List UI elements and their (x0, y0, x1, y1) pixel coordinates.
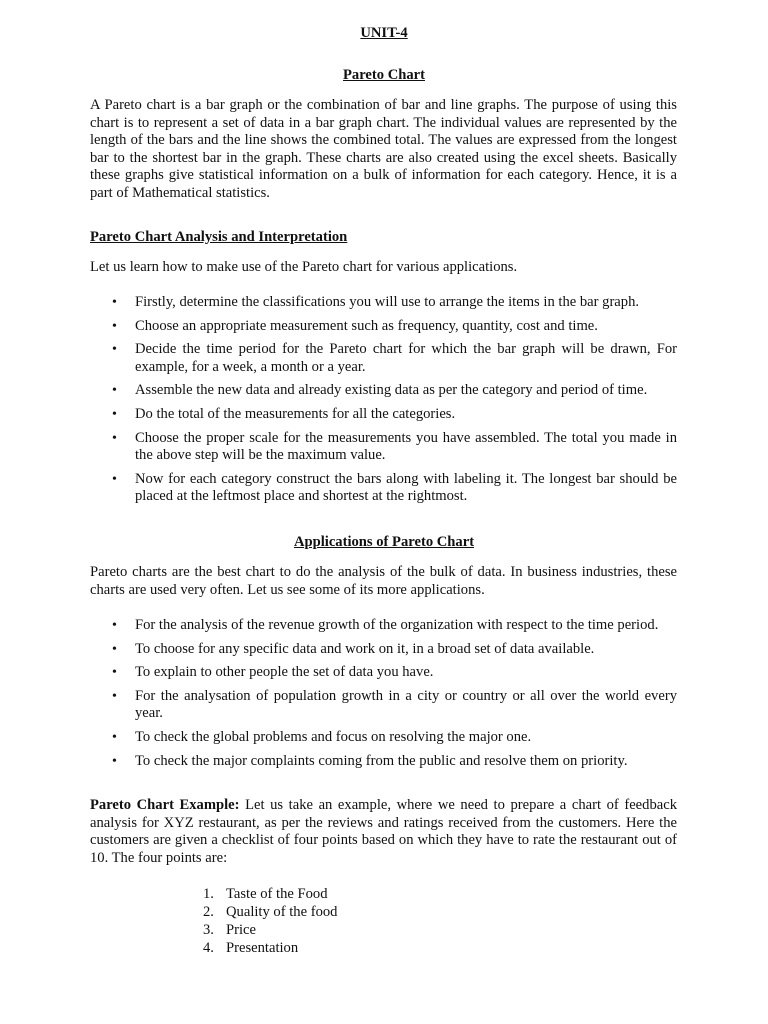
list-item (200, 903, 337, 921)
applications-list (90, 617, 677, 776)
list-item-text: Assemble the new data and already existing data as per the category and period of time. (135, 382, 648, 399)
list-item-text: Choose the proper scale for the measurements you have assembled. The total you made in the above step will be the maximum value. (135, 429, 677, 464)
list-item (90, 753, 677, 771)
list-item (90, 729, 677, 747)
list-item (90, 471, 677, 506)
list-item-text: To check the global problems and focus on resolving the major one. (135, 728, 532, 745)
list-item (90, 318, 677, 336)
intro-paragraph: A Pareto chart is a bar graph or the combination of bar and line graphs. The purpose of using this chart is to represent a set of data in a bar graph chart. The individual values are represented by the length of the bars and the line shows the combined total. The values are expressed from the longest bar to the shortest bar in the graph. These charts are also created using the excel sheets. Basically these graphs give statistical information on a bulk of information for each category. Hence, it is a part of Mathematical statistics. (90, 97, 677, 201)
bullet-icon: • (112, 342, 117, 358)
bullet-icon: • (112, 406, 117, 422)
list-number: 4. (203, 940, 214, 956)
list-item-text: For the analysis of the revenue growth of the organization with respect to the time period. (135, 617, 659, 633)
list-item-text: Do the total of the measurements for all the categories. (135, 405, 456, 422)
list-item (90, 641, 677, 659)
bullet-icon: • (112, 383, 117, 399)
list-item-text: Taste of the Food (226, 886, 328, 902)
list-item (90, 664, 677, 682)
list-number: 1. (203, 886, 214, 902)
list-item-text: Quality of the food (226, 904, 338, 920)
list-item (200, 921, 337, 939)
bullet-icon: • (112, 618, 117, 633)
bullet-icon: • (112, 641, 117, 657)
example-text: Let us take an example, where we need to prepare a chart of feedback analysis for XYZ restaurant, as per the reviews and ratings received from the customers. Here the customers are given a checklist of four points based on which they have to rate the restaurant out of 10. The four points are: (90, 797, 678, 866)
list-item (90, 406, 677, 424)
bullet-icon: • (112, 295, 117, 310)
list-item-text: To choose for any specific data and work on it, in a broad set of data available. (135, 640, 595, 657)
bullet-icon: • (112, 430, 117, 446)
list-item (90, 617, 677, 635)
list-item-text: For the analysation of population growth in a city or country or all over the world every year. (135, 687, 677, 722)
list-item-text: Now for each category construct the bars along with labeling it. The longest bar should be placed at the leftmost place and shortest at the rightmost. (135, 470, 677, 505)
analysis-lead: Let us learn how to make use of the Pareto chart for various applications. (90, 259, 518, 275)
bullet-icon: • (112, 753, 117, 769)
list-item-text: Price (226, 922, 256, 938)
example-paragraph (90, 797, 677, 867)
list-number: 2. (203, 904, 214, 920)
bullet-icon: • (112, 665, 117, 681)
list-item-text: Presentation (226, 940, 299, 956)
list-item-text: Choose an appropriate measurement such as frequency, quantity, cost and time. (135, 317, 598, 334)
bullet-icon: • (112, 729, 117, 745)
applications-lead: Pareto charts are the best chart to do the analysis of the bulk of data. In business industries, these charts are used very often. Let us see some of its more applications. (90, 564, 677, 598)
example-points-list (200, 885, 337, 957)
list-item (90, 382, 677, 400)
list-item-text: To explain to other people the set of data you have. (135, 664, 434, 681)
list-item (90, 430, 677, 465)
page-title: Pareto Chart (343, 67, 425, 83)
bullet-icon: • (112, 471, 117, 487)
bullet-icon: • (112, 318, 117, 334)
analysis-list (90, 294, 677, 512)
list-item (200, 939, 337, 957)
list-number: 3. (203, 922, 214, 938)
list-item-text: Firstly, determine the classifications you will use to arrange the items in the bar graph. (135, 294, 640, 310)
applications-heading: Applications of Pareto Chart (293, 534, 475, 550)
list-item (90, 688, 677, 723)
unit-heading: UNIT-4 (360, 25, 408, 41)
bullet-icon: • (112, 688, 117, 704)
list-item (90, 341, 677, 376)
list-item (90, 294, 677, 312)
analysis-heading: Pareto Chart Analysis and Interpretation (90, 229, 348, 245)
list-item-text: To check the major complaints coming from the public and resolve them on priority. (135, 752, 628, 769)
example-label: Pareto Chart Example: (90, 797, 240, 813)
list-item-text: Decide the time period for the Pareto chart for which the bar graph will be drawn, For example, for a week, a month or a year. (135, 341, 677, 375)
list-item (200, 885, 337, 903)
